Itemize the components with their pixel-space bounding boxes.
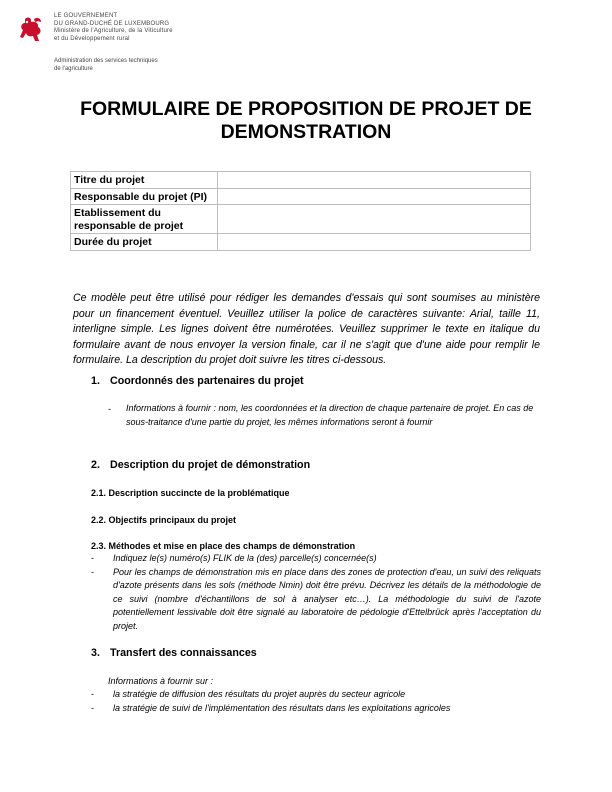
section-3-list bbox=[91, 688, 541, 715]
table-value[interactable] bbox=[218, 172, 531, 189]
table-row bbox=[71, 188, 531, 205]
table-label: Durée du projet bbox=[71, 234, 218, 251]
bullet-dash: - bbox=[108, 404, 111, 414]
section-2-heading bbox=[91, 459, 310, 471]
table-row bbox=[71, 172, 531, 189]
list-item-text: la stratégie de suivi de l'implémentation des résultats dans les exploitations agricoles bbox=[113, 702, 451, 713]
project-info-table bbox=[70, 171, 531, 251]
administration-header bbox=[54, 57, 158, 73]
table-value[interactable] bbox=[218, 188, 531, 205]
table-label: Titre du projet bbox=[71, 172, 218, 189]
section-number: 3. bbox=[91, 647, 100, 659]
list-item-text: Pour les champs de démonstration mis en place dans des zones de protection d'eau, un suivi des reliquats d'azote présents dans les sols (méthode Nmin) doit être prévu. Décrivez les détails de la méthodologie de ce suivi (nombre d'échantillons de sol à analyser etc…). La méthodologie du suivi de l'azote potentiellement lessivable doit être signalé au laboratoire de pédologie d'Ettelbrück après l'acceptation du projet. bbox=[113, 566, 541, 631]
section-title: Description du projet de démonstration bbox=[110, 459, 311, 471]
subsection-2-3: 2.3. Méthodes et mise en place des champs de démonstration bbox=[91, 541, 356, 551]
section-number: 1. bbox=[91, 375, 100, 387]
list-item bbox=[91, 566, 541, 634]
list-item bbox=[91, 688, 541, 702]
title-line: DEMONSTRATION bbox=[220, 121, 392, 143]
section-title: Transfert des connaissances bbox=[110, 647, 257, 659]
table-label: Etablissement du responsable de projet bbox=[71, 205, 218, 234]
list-item-text: la stratégie de diffusion des résultats du projet auprès du secteur agricole bbox=[113, 689, 406, 699]
intro-paragraph: Ce modèle peut être utilisé pour rédiger les demandes d'essais qui sont soumises au ministère pour un financement éventuel. Veuillez utiliser la police de caractères suivante: Arial, taille 11, interligne simple. Les lignes doivent être numérotées. Veuillez supprimer le texte en italique du formulaire avant de nous envoyer la version finale, car il ne s'agit que d'une aide pour remplir le formulaire. La description du projet doit suivre les titres ci-dessous. bbox=[73, 292, 540, 366]
table-value[interactable] bbox=[218, 234, 531, 251]
government-header bbox=[54, 13, 173, 43]
section-3-heading bbox=[91, 647, 257, 659]
section-number: 2. bbox=[91, 459, 100, 471]
list-item bbox=[91, 552, 541, 566]
subsection-2-1: 2.1. Description succincte de la problématique bbox=[91, 488, 290, 498]
bullet-dash: - bbox=[91, 702, 94, 713]
gov-line: DU GRAND-DUCHÉ DE LUXEMBOURG bbox=[54, 20, 170, 27]
bullet-dash: - bbox=[91, 553, 94, 563]
gov-line: Ministère de l'Agriculture, de la Viticulture bbox=[54, 28, 173, 35]
section-1-note: Informations à fournir : nom, les coordonnées et la direction de chaque partenaire de projet. En cas de sous-traitance d'une partie du projet, les mêmes informations seront à fournir bbox=[126, 403, 534, 427]
section-title: Coordonnés des partenaires du projet bbox=[110, 375, 304, 387]
bullet-dash: - bbox=[91, 689, 94, 699]
table-label: Responsable du projet (PI) bbox=[71, 188, 218, 205]
section-3-lead: Informations à fournir sur : bbox=[108, 676, 214, 686]
table-value[interactable] bbox=[218, 205, 531, 234]
section-1-heading bbox=[91, 375, 304, 387]
list-item-text: Indiquez le(s) numéro(s) FLIK de la (des) parcelle(s) concernée(s) bbox=[113, 553, 377, 563]
admin-line: de l'agriculture bbox=[54, 66, 93, 72]
lion-coat-of-arms-logo bbox=[17, 14, 47, 44]
title-line: FORMULAIRE DE PROPOSITION DE PROJET DE bbox=[80, 98, 532, 120]
bullet-dash: - bbox=[91, 566, 94, 577]
section-2-list bbox=[91, 552, 541, 633]
table-row bbox=[71, 234, 531, 251]
subsection-2-2: 2.2. Objectifs principaux du projet bbox=[91, 515, 237, 525]
table-row bbox=[71, 205, 531, 234]
gov-line: et du Développement rural bbox=[54, 35, 130, 42]
admin-line: Administration des services techniques bbox=[54, 58, 158, 64]
gov-line: LE GOUVERNEMENT bbox=[54, 13, 118, 19]
list-item bbox=[91, 702, 541, 716]
document-title bbox=[40, 98, 572, 144]
